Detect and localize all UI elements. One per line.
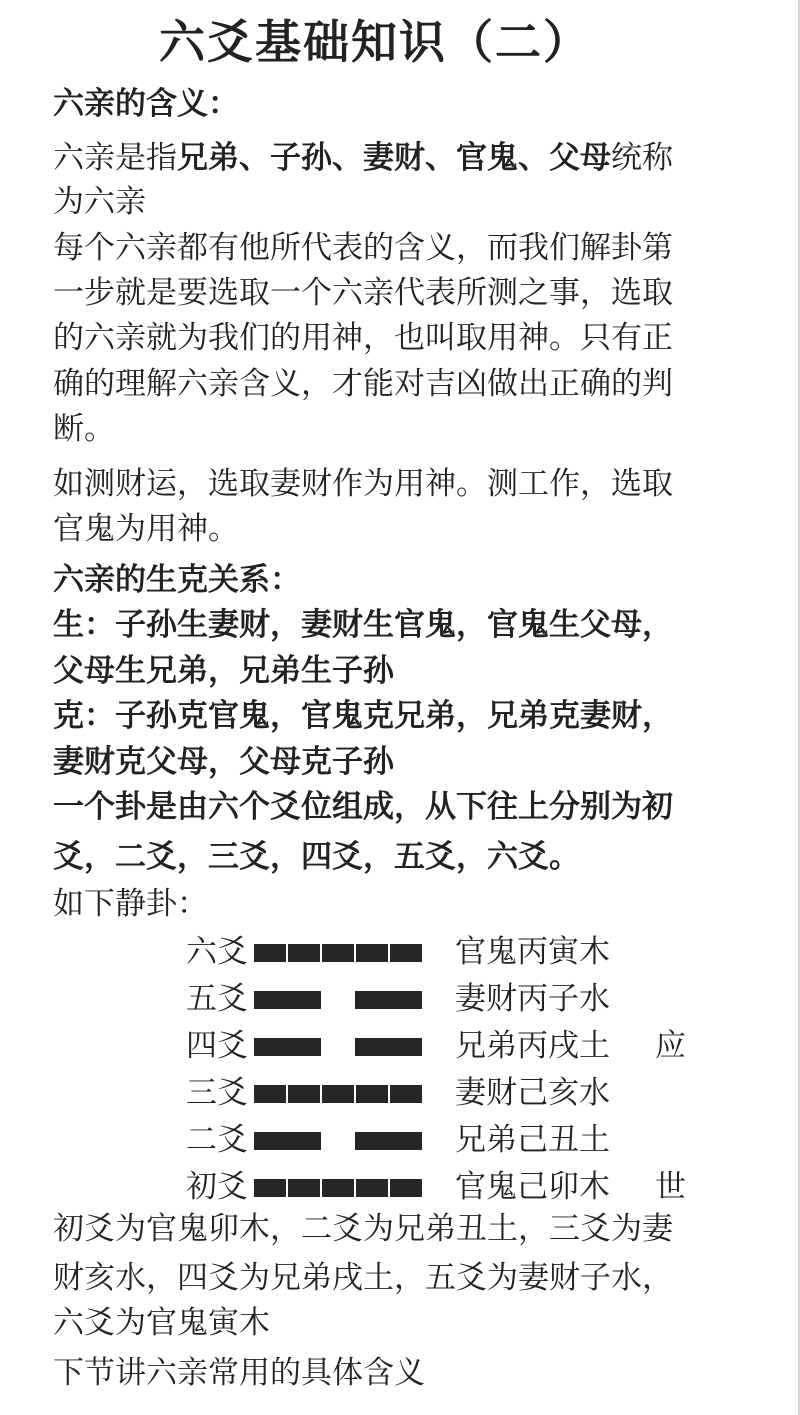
ke-line: 妻财克父母，父母克子孙 bbox=[53, 744, 394, 780]
paragraph-line: 如测财运，选取妻财作为用神。测工作，选取 bbox=[53, 466, 673, 502]
paragraph-line: 为六亲 bbox=[53, 184, 146, 220]
line-segment bbox=[288, 1179, 320, 1197]
line-segment bbox=[254, 1179, 286, 1197]
line-segment bbox=[356, 944, 388, 962]
ying-marker: 应 bbox=[655, 1028, 686, 1064]
yao-positions-line: 爻，二爻，三爻，四爻，五爻，六爻。 bbox=[53, 839, 580, 875]
paragraph-line: 每个六亲都有他所代表的含义，而我们解卦第 bbox=[53, 230, 673, 266]
yao-label: 三爻 bbox=[186, 1075, 248, 1111]
line-segment bbox=[355, 1132, 422, 1150]
yao-relative-text: 官鬼己卯木 bbox=[455, 1169, 610, 1205]
line-segment bbox=[254, 1038, 321, 1056]
yao-label: 二爻 bbox=[186, 1122, 248, 1158]
hexagram-intro: 如下静卦： bbox=[53, 886, 208, 922]
paragraph-line: 确的理解六亲含义，才能对吉凶做出正确的判 bbox=[53, 366, 673, 402]
yao-label: 五爻 bbox=[186, 981, 248, 1017]
yao-relative-text: 妻财丙子水 bbox=[455, 981, 610, 1017]
yao-label: 六爻 bbox=[186, 934, 248, 970]
section-heading-meaning: 六亲的含义： bbox=[53, 86, 239, 122]
six-relatives-list: 兄弟、子孙、妻财、官鬼、父母 bbox=[177, 140, 611, 176]
yang-line bbox=[254, 1179, 422, 1197]
paragraph-line: 的六亲就为我们的用神，也叫取用神。只有正 bbox=[53, 320, 673, 356]
yao-relative-text: 官鬼丙寅木 bbox=[455, 934, 610, 970]
yang-line bbox=[254, 944, 422, 962]
line-segment bbox=[390, 1085, 422, 1103]
yao-positions-line: 一个卦是由六个爻位组成，从下往上分别为初 bbox=[53, 789, 673, 825]
sheng-line: 父母生兄弟，兄弟生子孙 bbox=[53, 653, 394, 689]
page-title: 六爻基础知识（二） bbox=[159, 15, 591, 69]
line-segment bbox=[288, 1085, 320, 1103]
line-segment bbox=[356, 1085, 388, 1103]
yao-label: 四爻 bbox=[186, 1028, 248, 1064]
section-heading-relations: 六亲的生克关系： bbox=[53, 562, 301, 598]
line-segment bbox=[254, 991, 321, 1009]
summary-line: 初爻为官鬼卯木，二爻为兄弟丑土，三爻为妻 bbox=[53, 1211, 673, 1247]
line-segment bbox=[355, 1038, 422, 1056]
ke-line: 克：子孙克官鬼，官鬼克兄弟，兄弟克妻财， bbox=[53, 698, 673, 734]
line-segment bbox=[390, 944, 422, 962]
yao-relative-text: 兄弟丙戌土 bbox=[455, 1028, 610, 1064]
paragraph-line: 断。 bbox=[53, 411, 115, 447]
line-segment bbox=[254, 944, 286, 962]
summary-line: 六爻为官鬼寅木 bbox=[53, 1305, 270, 1341]
yin-line bbox=[254, 1132, 422, 1150]
shi-marker: 世 bbox=[655, 1169, 686, 1205]
line-segment bbox=[288, 944, 320, 962]
line-segment bbox=[254, 1085, 286, 1103]
line-segment bbox=[322, 1085, 354, 1103]
yin-line bbox=[254, 1038, 422, 1056]
summary-line: 财亥水，四爻为兄弟戌土，五爻为妻财子水， bbox=[53, 1260, 673, 1296]
line-segment bbox=[322, 944, 354, 962]
yao-relative-text: 兄弟己丑土 bbox=[455, 1122, 610, 1158]
line-segment bbox=[322, 1179, 354, 1197]
yao-label: 初爻 bbox=[186, 1169, 248, 1205]
yin-line bbox=[254, 991, 422, 1009]
sheng-line: 生：子孙生妻财，妻财生官鬼，官鬼生父母， bbox=[53, 607, 673, 643]
paragraph-line: 官鬼为用神。 bbox=[53, 511, 239, 547]
text-segment: 统称 bbox=[611, 140, 673, 176]
text-segment: 六亲是指 bbox=[53, 140, 177, 176]
line-segment bbox=[356, 1179, 388, 1197]
line-segment bbox=[254, 1132, 321, 1150]
line-segment bbox=[390, 1179, 422, 1197]
line-segment bbox=[355, 991, 422, 1009]
summary-line: 下节讲六亲常用的具体含义 bbox=[53, 1355, 425, 1391]
paragraph-line bbox=[53, 138, 753, 178]
paragraph-line: 一步就是要选取一个六亲代表所测之事，选取 bbox=[53, 275, 673, 311]
yao-relative-text: 妻财己亥水 bbox=[455, 1075, 610, 1111]
yang-line bbox=[254, 1085, 422, 1103]
